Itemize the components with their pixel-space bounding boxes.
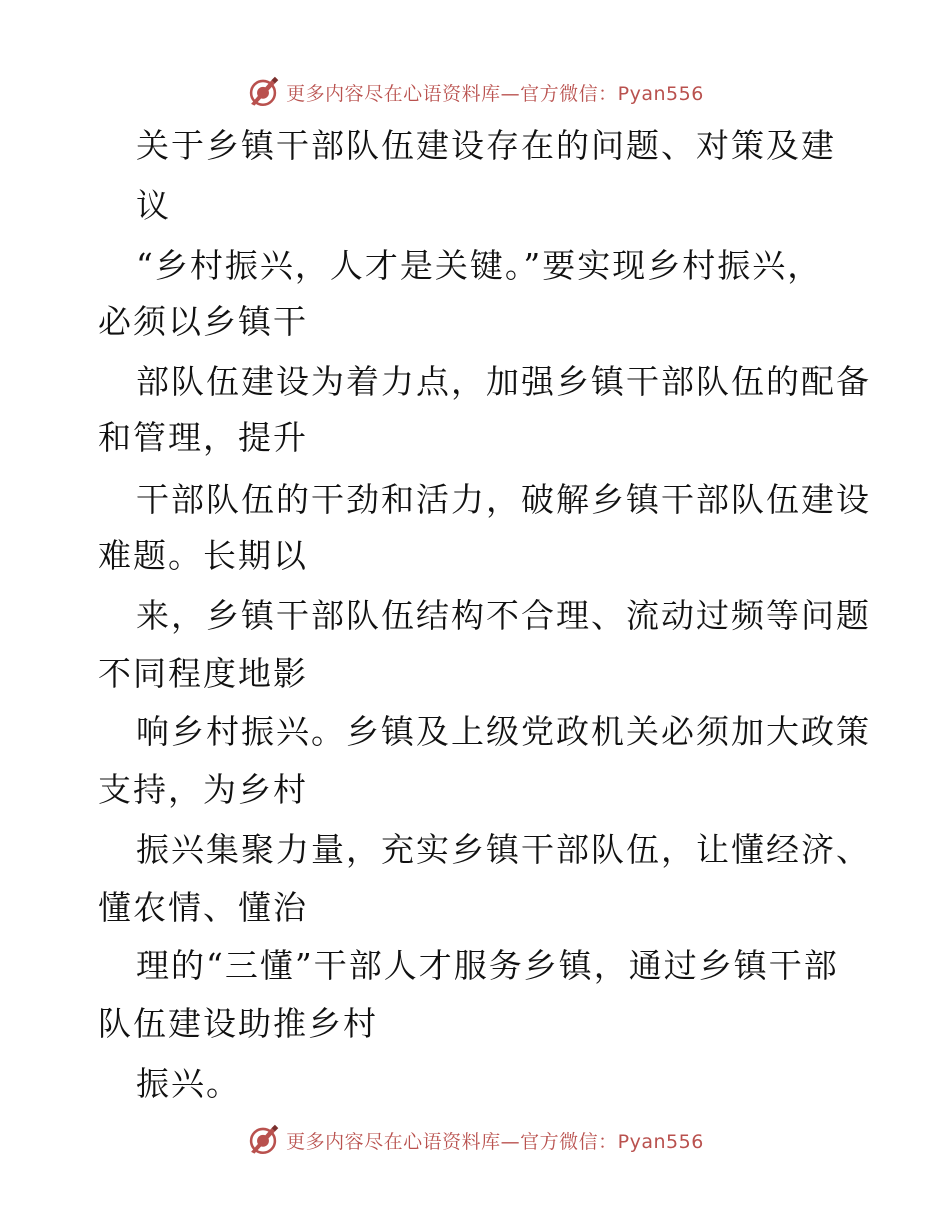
header-banner-content [246,75,704,109]
paragraph-line: 必须以乡镇干 [98,302,308,341]
paragraph-line: 支持，为乡村 [98,770,308,809]
paragraph-line: 难题。长期以 [98,536,308,575]
paragraph-line: 不同程度地影 [98,654,308,693]
pen-logo-icon [246,1123,280,1157]
header-banner [0,72,950,112]
paragraph-line: 懂农情、懂治 [98,888,308,927]
paragraph-line: 和管理，提升 [98,418,308,457]
paragraph-line: 振兴集聚力量，充实乡镇干部队伍，让懂经济、 [136,830,871,869]
footer-banner-content [246,1123,704,1157]
pen-logo-icon [246,75,280,109]
paragraph-line: 干部队伍的干劲和活力，破解乡镇干部队伍建设 [136,480,871,519]
paragraph-line: 理的“三懂”干部人才服务乡镇，通过乡镇干部 [136,946,839,985]
footer-banner-text: 更多内容尽在心语资料库—官方微信：Pyan556 [286,1130,704,1153]
paragraph-line: 响乡村振兴。乡镇及上级党政机关必须加大政策 [136,712,871,751]
paragraph-line: “乡村振兴，人才是关键。”要实现乡村振兴， [136,246,823,285]
document-title-line-1: 关于乡镇干部队伍建设存在的问题、对策及建 [136,126,836,165]
footer-banner [0,1120,950,1160]
paragraph-line: 来，乡镇干部队伍结构不合理、流动过频等问题 [136,596,871,635]
paragraph-line: 队伍建设助推乡村 [98,1004,378,1043]
paragraph-line: 振兴。 [136,1064,241,1103]
header-banner-text: 更多内容尽在心语资料库—官方微信：Pyan556 [286,82,704,105]
document-title-line-2: 议 [136,186,171,225]
paragraph-line: 部队伍建设为着力点，加强乡镇干部队伍的配备 [136,362,871,401]
